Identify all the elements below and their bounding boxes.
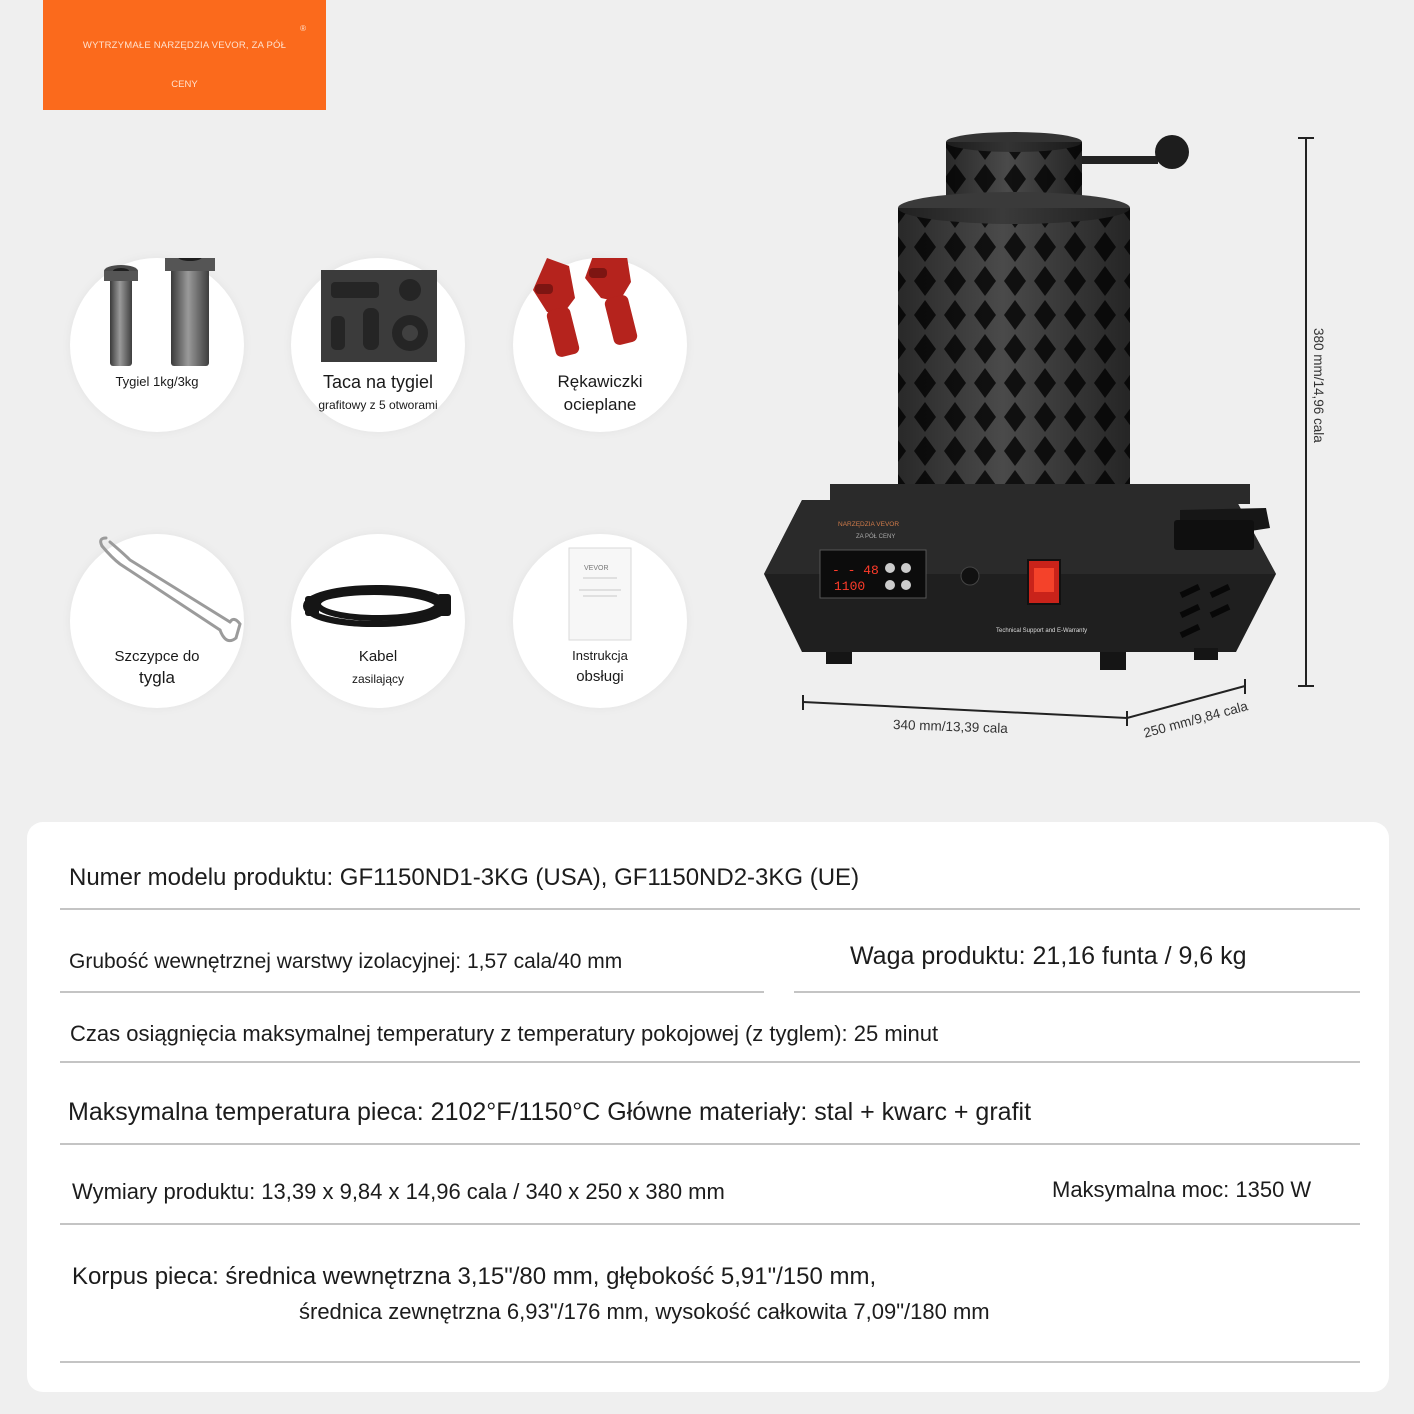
spec-model: Numer modelu produktu: GF1150ND1-3KG (USA), GF1150ND2-3KG (UE) — [69, 864, 860, 891]
spec-max-temp: Maksymalna temperatura pieca: 2102°F/1150°C Główne materiały: stal + kwarc + grafit — [68, 1098, 1032, 1126]
width-dimension-label: 340 mm/13,39 cala — [892, 717, 1009, 736]
manual-brand: VEVOR — [584, 565, 609, 572]
divider — [60, 1061, 1360, 1063]
spec-heat-time: Czas osiągnięcia maksymalnej temperatury z temperatury pokojowej (z tyglem): 25 minut — [70, 1021, 939, 1046]
spec-power: Maksymalna moc: 1350 W — [1052, 1177, 1312, 1202]
manual-label: Instrukcja — [572, 648, 628, 663]
banner-text-line2: CENY — [171, 79, 198, 90]
depth-dimension-label: 250 mm/9,84 cala — [1141, 698, 1250, 741]
gloves-label: Rękawiczki — [557, 372, 643, 391]
dimension-lines — [795, 130, 1335, 750]
gloves-sublabel: ocieplane — [563, 395, 637, 414]
tongs-label: Szczypce do — [114, 648, 200, 665]
height-dimension-label: 380 mm/14,96 cala — [1311, 328, 1326, 443]
display-bottom-value: 1100 — [834, 579, 866, 594]
promo-banner[interactable] — [43, 0, 326, 110]
power-cable-sublabel: zasilający — [351, 672, 405, 686]
tongs-item — [70, 534, 244, 708]
spec-insulation: Grubość wewnętrznej warstwy izolacyjnej: 1,57 cala/40 mm — [69, 950, 623, 973]
divider — [60, 991, 764, 993]
registered-mark: ® — [300, 24, 306, 33]
divider — [60, 1223, 1360, 1225]
spec-dimensions: Wymiary produktu: 13,39 x 9,84 x 14,96 cala / 340 x 250 x 380 mm — [72, 1179, 725, 1204]
banner-text-line1: WYTRZYMAŁE NARZĘDZIA VEVOR, ZA PÓŁ — [82, 40, 287, 51]
furnace-label-line1: NARZĘDZIA VEVOR — [838, 521, 900, 528]
manual-item — [513, 534, 687, 708]
mold-tray-sublabel: grafitowy z 5 otworami — [318, 398, 438, 412]
crucible-item — [70, 258, 244, 432]
mold-tray-label: Taca na tygiel — [322, 372, 434, 392]
power-cable-label: Kabel — [358, 648, 398, 665]
divider — [60, 1361, 1360, 1363]
mold-tray-item — [291, 258, 465, 432]
tongs-sublabel: tygla — [139, 668, 175, 687]
divider — [60, 908, 1360, 910]
furnace-label-line2: ZA PÓŁ CENY — [856, 534, 896, 540]
divider — [60, 1143, 1360, 1145]
spec-body-line1: Korpus pieca: średnica wewnętrzna 3,15"/80 mm, głębokość 5,91"/150 mm, — [72, 1263, 877, 1290]
spec-body-line2: średnica zewnętrzna 6,93"/176 mm, wysokość całkowita 7,09"/180 mm — [299, 1299, 990, 1324]
spec-weight: Waga produktu: 21,16 funta / 9,6 kg — [850, 942, 1247, 970]
crucible-icon — [70, 258, 244, 432]
warranty-text: Technical Support and E-Warranty — [996, 628, 1088, 634]
gloves-item — [513, 258, 687, 432]
power-cable-item — [291, 534, 465, 708]
specs-panel — [27, 822, 1389, 1392]
divider — [794, 991, 1360, 993]
crucible-label: Tygiel 1kg/3kg — [115, 374, 199, 389]
manual-sublabel: obsługi — [576, 668, 624, 685]
display-top-value: - - 48 — [832, 563, 879, 578]
